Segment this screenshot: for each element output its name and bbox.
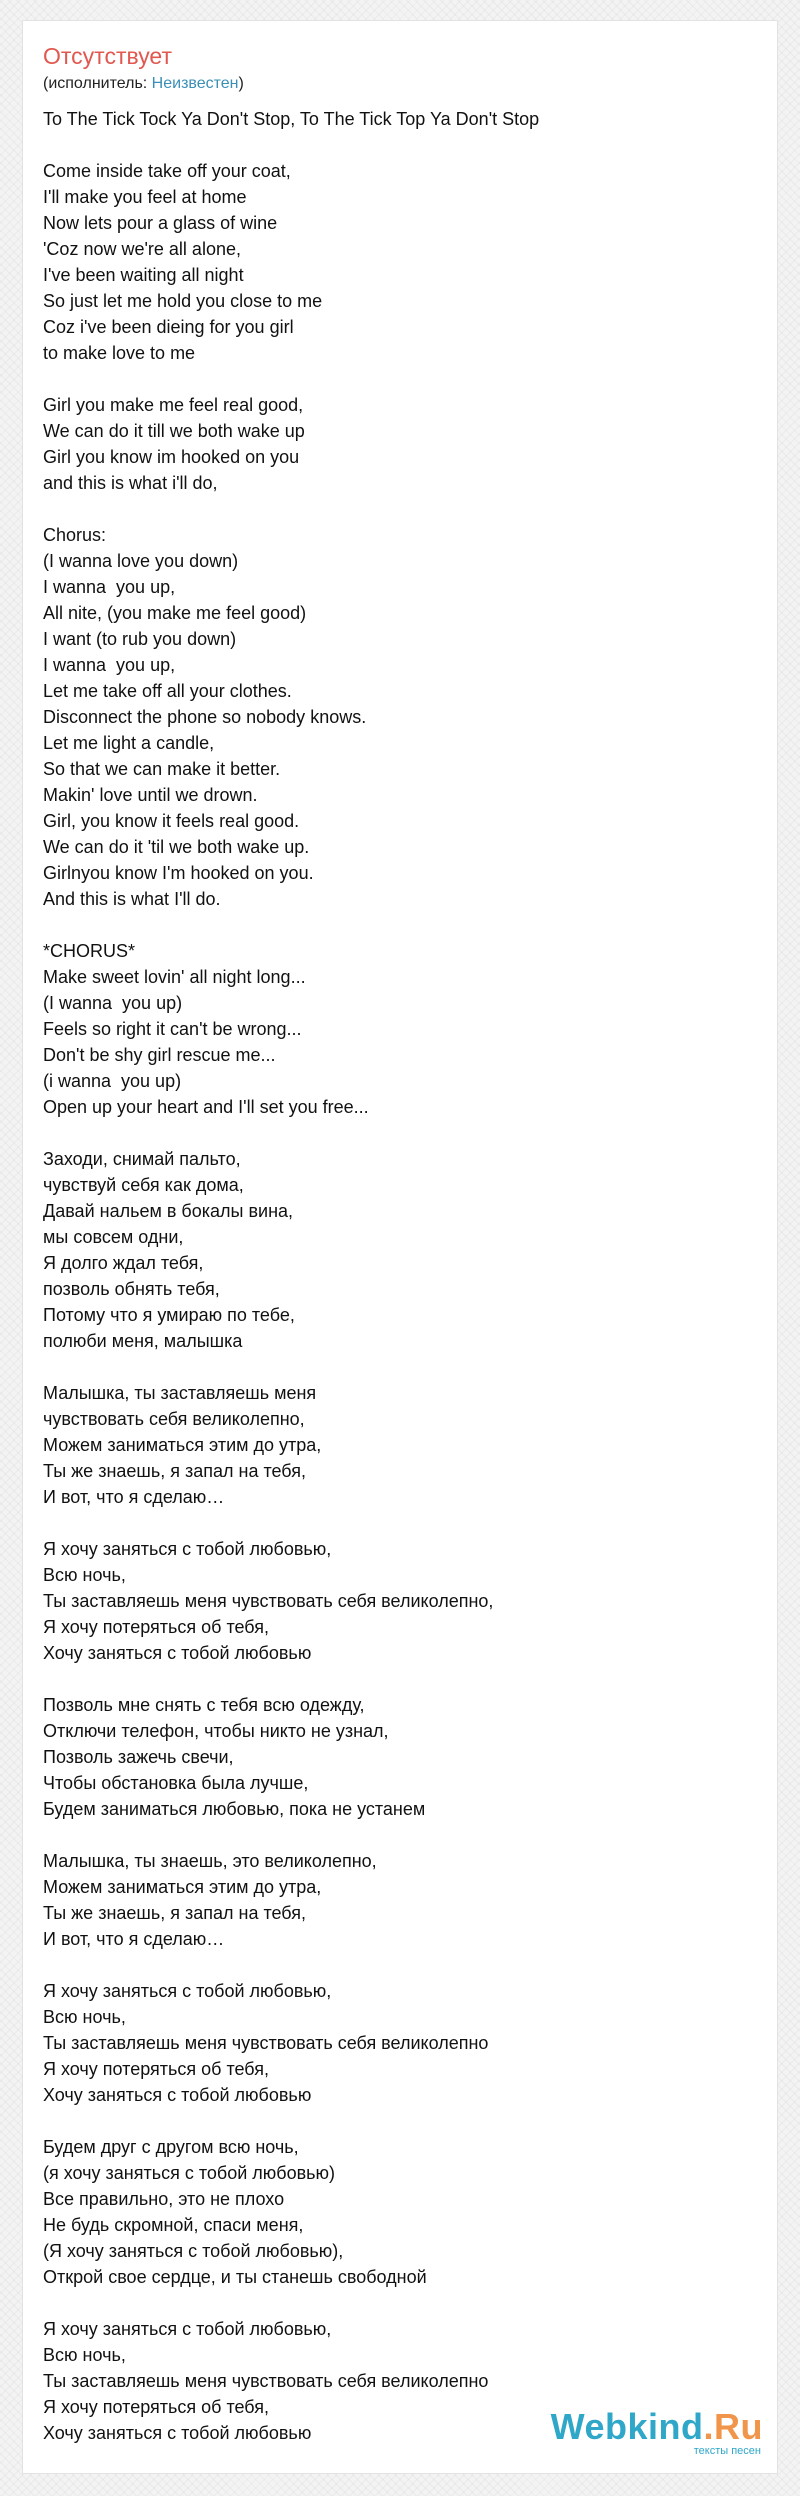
lyrics-card — [22, 20, 778, 2474]
artist-link[interactable]: Неизвестен — [151, 75, 239, 92]
song-title: Отсутствует — [43, 43, 172, 69]
webkind-logo[interactable] — [550, 2406, 763, 2457]
logo-wordmark — [550, 2406, 763, 2447]
lyrics-text: To The Tick Tock Ya Don't Stop, To The Tick Top Ya Don't Stop Come inside take off your coat, I'll make you feel at home Now lets pour a glass of wine 'Coz now we're all alone, I've been waiting all night So just let me hold you close to me Coz i've been dieing for you girl to make love to me Girl you make me feel real good, We can do it till we both wake up Girl you know im hooked on you and this is what i'll do, Chorus: (I wanna love you down) I wanna you up, All nite, (you make me feel good) I want (to rub you down) I wanna you up, Let me take off all your clothes. Disconnect the phone so nobody knows. Let me light a candle, So that we can make it better. Makin' love until we drown. Girl, you know it feels real good. We can do it 'til we both wake up. Girlnyou know I'm hooked on you. And this is what I'll do. *CHORUS* Make sweet lovin' all night long... (I wanna you up) Feels so right it can't be wrong... Don't be shy girl rescue me... (i wanna you up) Open up your heart and I'll set you free... Заходи, снимай пальто, чувствуй себя как дома, Давай нальем в бокалы вина, мы совсем одни, Я долго ждал тебя, позволь обнять тебя, Потому что я умираю по тебе, полюби меня, малышка Малышка, ты заставляешь меня чувствовать себя великолепно, Можем заниматься этим до утра, Ты же знаешь, я запал на тебя, И вот, что я сделаю… Я хочу заняться с тобой любовью, Всю ночь, Ты заставляешь меня чувствовать себя великолепно, Я хочу потеряться об тебя, Хочу заняться с тобой любовью Позволь мне снять с тебя всю одежду, Отключи телефон, чтобы никто не узнал, Позволь зажечь свечи, Чтобы обстановка была лучше, Будем заниматься любовью, пока не устанем Малышка, ты знаешь, это великолепно, Можем заниматься этим до утра, Ты же знаешь, я запал на тебя, И вот, что я сделаю… Я хочу заняться с тобой любовью, Всю ночь, Ты заставляешь меня чувствовать себя великолепно Я хочу потеряться об тебя, Хочу заняться с тобой любовью Будем друг с другом всю ночь, (я хочу заняться с тобой любовью) Все правильно, это не плохо Не будь скромной, спаси меня, (Я хочу заняться с тобой любовью), Открой свое сердце, и ты станешь свободной Я хочу заняться с тобой любовью, Всю ночь, Ты заставляешь меня чувствовать себя великолепно Я хочу потеряться об тебя, Хочу заняться с тобой любовью — [43, 109, 540, 2443]
logo-tld: .Ru — [703, 2406, 763, 2447]
artist-line — [43, 73, 244, 95]
logo-tagline: тексты песен — [693, 2445, 761, 2457]
artist-suffix: ) — [238, 75, 244, 92]
artist-prefix: (исполнитель: — [43, 75, 152, 92]
logo-word: Webkind — [550, 2406, 704, 2447]
